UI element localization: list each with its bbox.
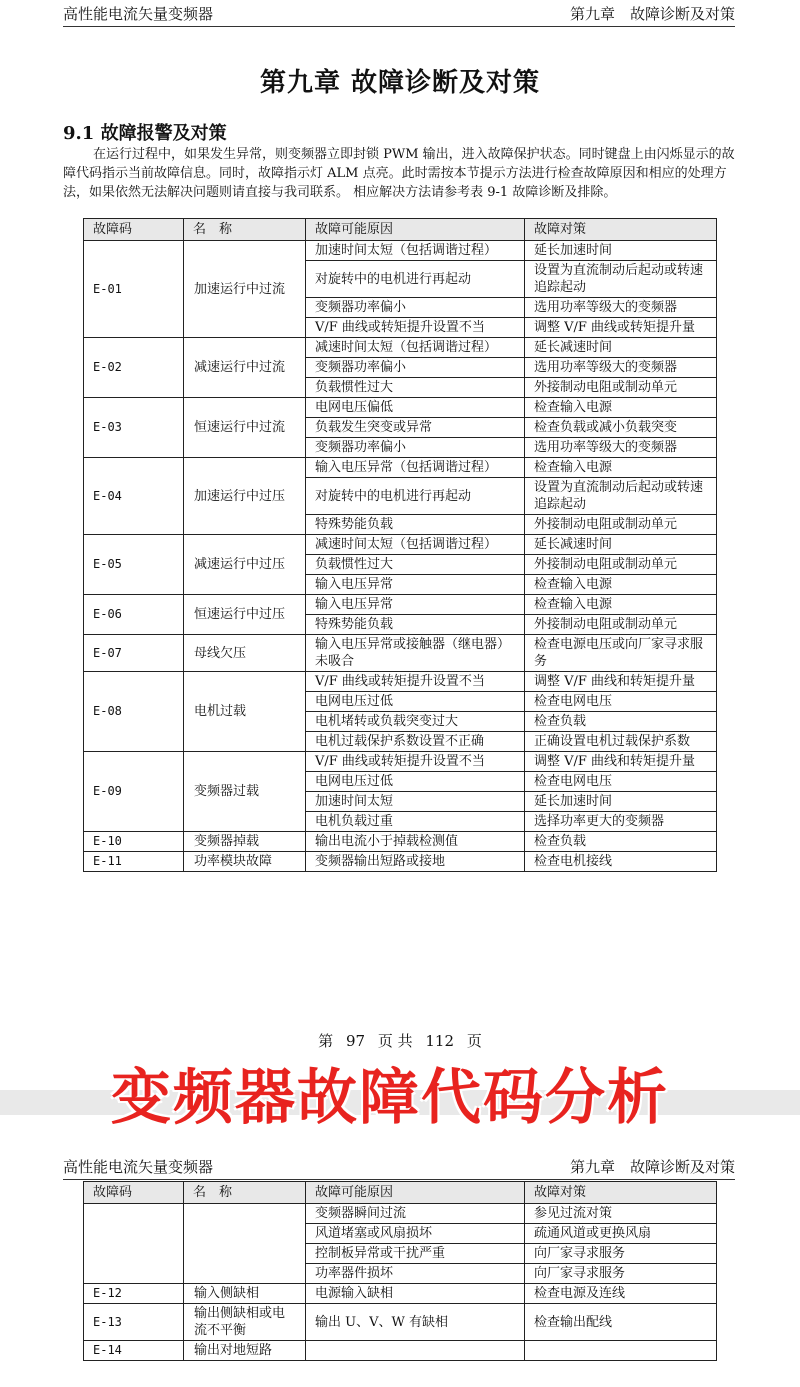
fault-cause: 变频器输出短路或接地	[306, 852, 525, 872]
fault-cause	[306, 1341, 525, 1361]
page-header	[63, 1157, 735, 1180]
fault-cause: 变频器功率偏小	[306, 438, 525, 458]
fault-table-continued	[83, 1181, 717, 1361]
fault-code: E-10	[84, 832, 184, 852]
fault-cause: 对旋转中的电机进行再起动	[306, 478, 525, 515]
fault-cause: 输入电压异常（包括调谐过程）	[306, 458, 525, 478]
table-row	[84, 595, 717, 615]
fault-cause: 加速时间太短	[306, 792, 525, 812]
fault-cause: 输出 U、V、W 有缺相	[306, 1304, 525, 1341]
table-row	[84, 338, 717, 358]
column-header: 故障对策	[525, 1182, 717, 1204]
fault-remedy: 调整 V/F 曲线和转矩提升量	[525, 752, 717, 772]
fault-remedy: 延长减速时间	[525, 535, 717, 555]
fault-remedy: 检查负载	[525, 712, 717, 732]
fault-code	[84, 1204, 184, 1284]
page-total: 112	[425, 1032, 455, 1050]
fault-cause: 负载发生突变或异常	[306, 418, 525, 438]
fault-remedy: 检查输出配线	[525, 1304, 717, 1341]
fault-remedy: 检查负载或减小负载突变	[525, 418, 717, 438]
page-footer	[0, 1030, 800, 1051]
fault-cause: 输入电压异常	[306, 595, 525, 615]
manual-page-98	[0, 1115, 800, 1387]
table-row	[84, 1204, 717, 1224]
fault-name: 减速运行中过流	[184, 338, 306, 398]
chapter-title: 第九章 故障诊断及对策	[259, 68, 541, 98]
fault-remedy: 调整 V/F 曲线或转矩提升量	[525, 318, 717, 338]
fault-code: E-09	[84, 752, 184, 832]
table-row	[84, 398, 717, 418]
footer-suffix: 页	[466, 1032, 482, 1050]
fault-name: 功率模块故障	[184, 852, 306, 872]
fault-remedy: 延长加速时间	[525, 241, 717, 261]
fault-cause: 特殊势能负载	[306, 515, 525, 535]
fault-remedy: 检查电源电压或向厂家寻求服务	[525, 635, 717, 672]
fault-remedy: 检查输入电源	[525, 595, 717, 615]
fault-remedy: 外接制动电阻或制动单元	[525, 555, 717, 575]
fault-code: E-07	[84, 635, 184, 672]
table-row	[84, 752, 717, 772]
fault-remedy: 检查电机接线	[525, 852, 717, 872]
header-chapter: 第九章 故障诊断及对策	[569, 5, 735, 23]
fault-code: E-05	[84, 535, 184, 595]
fault-name: 恒速运行中过压	[184, 595, 306, 635]
section-title: 9.1 故障报警及对策	[63, 123, 227, 144]
fault-remedy: 选用功率等级大的变频器	[525, 358, 717, 378]
fault-name	[184, 1204, 306, 1284]
header-chapter: 第九章 故障诊断及对策	[569, 1158, 735, 1176]
column-header: 名 称	[184, 219, 306, 241]
fault-cause: 对旋转中的电机进行再起动	[306, 261, 525, 298]
fault-cause: 电网电压过低	[306, 692, 525, 712]
column-header: 故障对策	[525, 219, 717, 241]
overlay-title: 变频器故障代码分析	[111, 1063, 669, 1133]
fault-code: E-08	[84, 672, 184, 752]
column-header: 故障码	[84, 219, 184, 241]
column-header: 故障可能原因	[306, 219, 525, 241]
fault-code: E-02	[84, 338, 184, 398]
fault-code: E-11	[84, 852, 184, 872]
fault-remedy: 选用功率等级大的变频器	[525, 298, 717, 318]
fault-remedy: 外接制动电阻或制动单元	[525, 378, 717, 398]
table-row	[84, 458, 717, 478]
fault-cause: 电机过载保护系数设置不正确	[306, 732, 525, 752]
fault-code: E-04	[84, 458, 184, 535]
fault-remedy: 外接制动电阻或制动单元	[525, 615, 717, 635]
fault-name: 恒速运行中过流	[184, 398, 306, 458]
fault-cause: 输入电压异常或接触器（继电器）未吸合	[306, 635, 525, 672]
table-row	[84, 852, 717, 872]
column-header: 名 称	[184, 1182, 306, 1204]
fault-cause: 电机负载过重	[306, 812, 525, 832]
fault-cause: 减速时间太短（包括调谐过程）	[306, 535, 525, 555]
table-row	[84, 635, 717, 672]
fault-remedy: 疏通风道或更换风扇	[525, 1224, 717, 1244]
fault-remedy: 正确设置电机过载保护系数	[525, 732, 717, 752]
fault-cause: 变频器瞬间过流	[306, 1204, 525, 1224]
fault-cause: 电网电压过低	[306, 772, 525, 792]
table-row	[84, 1284, 717, 1304]
fault-name: 加速运行中过流	[184, 241, 306, 338]
fault-cause: 风道堵塞或风扇损坏	[306, 1224, 525, 1244]
footer-middle: 页 共	[377, 1032, 413, 1050]
fault-cause: 加速时间太短（包括调谐过程）	[306, 241, 525, 261]
fault-code: E-01	[84, 241, 184, 338]
fault-name: 母线欠压	[184, 635, 306, 672]
fault-name: 减速运行中过压	[184, 535, 306, 595]
fault-code: E-14	[84, 1341, 184, 1361]
fault-remedy: 延长加速时间	[525, 792, 717, 812]
fault-remedy: 检查输入电源	[525, 398, 717, 418]
fault-remedy: 检查输入电源	[525, 575, 717, 595]
fault-name: 输入侧缺相	[184, 1284, 306, 1304]
fault-remedy: 外接制动电阻或制动单元	[525, 515, 717, 535]
page-header	[63, 4, 735, 27]
fault-cause: 负载惯性过大	[306, 378, 525, 398]
fault-cause: V/F 曲线或转矩提升设置不当	[306, 318, 525, 338]
header-title: 高性能电流矢量变频器	[63, 5, 214, 23]
table-row	[84, 672, 717, 692]
fault-remedy: 参见过流对策	[525, 1204, 717, 1224]
fault-remedy: 设置为直流制动后起动或转速追踪起动	[525, 261, 717, 298]
fault-remedy: 检查负载	[525, 832, 717, 852]
fault-name: 输出侧缺相或电流不平衡	[184, 1304, 306, 1341]
fault-cause: 特殊势能负载	[306, 615, 525, 635]
fault-name: 变频器过载	[184, 752, 306, 832]
fault-cause: 输出电流小于掉载检测值	[306, 832, 525, 852]
fault-remedy	[525, 1341, 717, 1361]
fault-cause: 电网电压偏低	[306, 398, 525, 418]
fault-cause: 电源输入缺相	[306, 1284, 525, 1304]
fault-cause: 功率器件损坏	[306, 1264, 525, 1284]
fault-remedy: 设置为直流制动后起动或转速追踪起动	[525, 478, 717, 515]
page-number: 97	[345, 1032, 366, 1050]
table-header-row	[84, 1182, 717, 1204]
fault-name: 输出对地短路	[184, 1341, 306, 1361]
fault-cause: V/F 曲线或转矩提升设置不当	[306, 672, 525, 692]
fault-cause: 减速时间太短（包括调谐过程）	[306, 338, 525, 358]
fault-cause: 负载惯性过大	[306, 555, 525, 575]
fault-name: 变频器掉载	[184, 832, 306, 852]
table-row	[84, 1341, 717, 1361]
header-title: 高性能电流矢量变频器	[63, 1158, 214, 1176]
fault-cause: 电机堵转或负载突变过大	[306, 712, 525, 732]
fault-remedy: 选用功率等级大的变频器	[525, 438, 717, 458]
fault-remedy: 检查输入电源	[525, 458, 717, 478]
table-row	[84, 241, 717, 261]
table-row	[84, 832, 717, 852]
column-header: 故障可能原因	[306, 1182, 525, 1204]
column-header: 故障码	[84, 1182, 184, 1204]
fault-code: E-13	[84, 1304, 184, 1341]
table-row	[84, 535, 717, 555]
fault-code: E-03	[84, 398, 184, 458]
fault-remedy: 检查电源及连线	[525, 1284, 717, 1304]
footer-prefix: 第	[318, 1032, 334, 1050]
fault-cause: 控制板异常或干扰严重	[306, 1244, 525, 1264]
table-header-row	[84, 219, 717, 241]
fault-name: 电机过载	[184, 672, 306, 752]
fault-cause: 变频器功率偏小	[306, 298, 525, 318]
fault-name: 加速运行中过压	[184, 458, 306, 535]
table-row	[84, 1304, 717, 1341]
fault-cause: 变频器功率偏小	[306, 358, 525, 378]
fault-cause: 输入电压异常	[306, 575, 525, 595]
fault-remedy: 选择功率更大的变频器	[525, 812, 717, 832]
fault-remedy: 调整 V/F 曲线和转矩提升量	[525, 672, 717, 692]
fault-cause: V/F 曲线或转矩提升设置不当	[306, 752, 525, 772]
fault-code: E-12	[84, 1284, 184, 1304]
fault-remedy: 延长减速时间	[525, 338, 717, 358]
fault-table	[83, 218, 717, 872]
fault-remedy: 检查电网电压	[525, 772, 717, 792]
fault-remedy: 检查电网电压	[525, 692, 717, 712]
fault-remedy: 向厂家寻求服务	[525, 1244, 717, 1264]
fault-remedy: 向厂家寻求服务	[525, 1264, 717, 1284]
fault-code: E-06	[84, 595, 184, 635]
intro-paragraph: 在运行过程中，如果发生异常，则变频器立即封锁 PWM 输出，进入故障保护状态。同时键盘上由闪烁显示的故障代码指示当前故障信息。同时，故障指示灯 ALM 点亮。此时需按本节提示方法进行检查故障原因和相应的处理方法，如果依然无法解决问题则请直接与我司联系。 相应解决方法请参考表 9-1 故障诊断及排除。	[63, 147, 735, 200]
